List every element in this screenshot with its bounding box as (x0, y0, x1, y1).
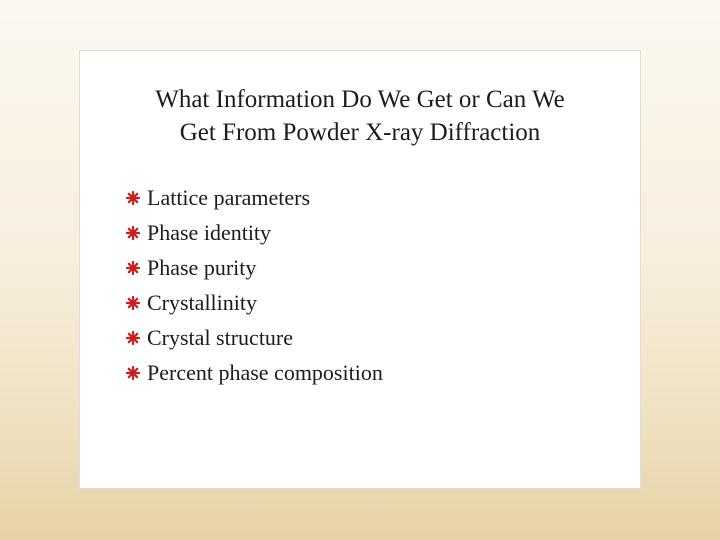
bullet-text: Percent phase composition (147, 359, 383, 385)
bullet-item-lattice-parameters (126, 180, 383, 215)
bullet-item-phase-identity (126, 215, 383, 250)
bullet-item-percent-phase-composition (126, 355, 383, 390)
bullet-text: Crystal structure (147, 324, 294, 350)
asterisk-icon (126, 261, 140, 275)
asterisk-icon (126, 366, 140, 380)
slide-panel (79, 50, 641, 489)
asterisk-icon (126, 331, 140, 345)
bullet-text: Lattice parameters (147, 184, 311, 210)
bullet-list (126, 180, 383, 390)
slide-title (80, 83, 640, 149)
bullet-text: Phase purity (147, 254, 257, 280)
bullet-text: Crystallinity (147, 289, 257, 315)
asterisk-icon (126, 226, 140, 240)
asterisk-icon (126, 296, 140, 310)
slide-title-line-1: What Information Do We Get or Can We (155, 86, 565, 113)
bullet-item-phase-purity (126, 250, 383, 285)
bullet-item-crystal-structure (126, 320, 383, 355)
bullet-text: Phase identity (147, 219, 272, 245)
asterisk-icon (126, 191, 140, 205)
slide-title-line-2: Get From Powder X-ray Diffraction (179, 119, 541, 146)
bullet-item-crystallinity (126, 285, 383, 320)
